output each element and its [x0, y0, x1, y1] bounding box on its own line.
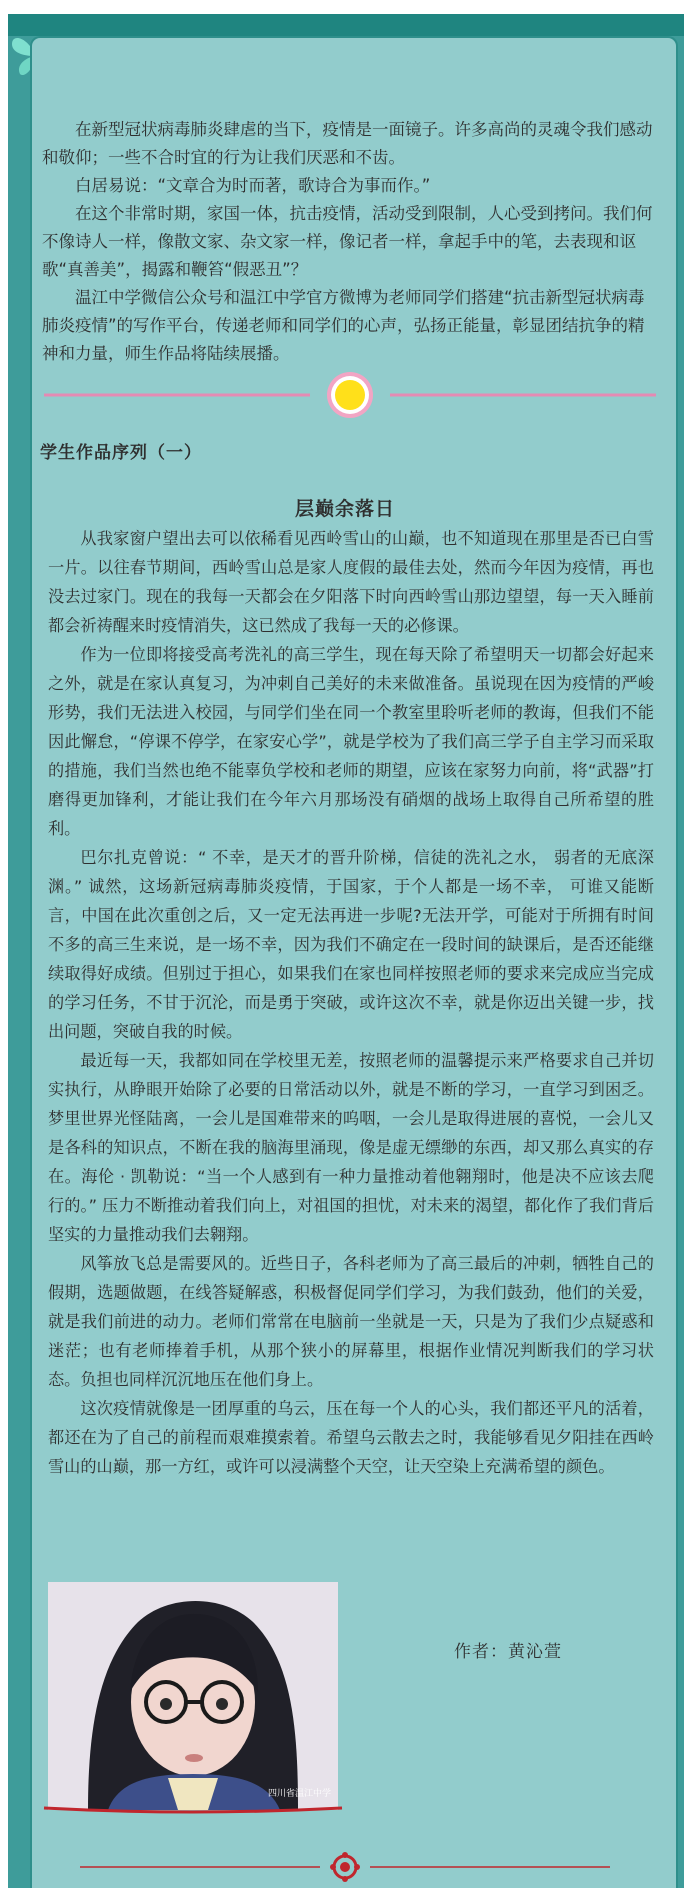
photo-underline — [42, 1806, 344, 1814]
sun-icon — [327, 372, 373, 418]
article-body — [48, 524, 654, 1481]
article-title: 层巅余落日 — [294, 498, 395, 520]
section-heading: 学生作品序列（一） — [40, 443, 202, 463]
intro-paragraph: 在新型冠状病毒肺炎肆虐的当下，疫情是一面镜子。许多高尚的灵魂令我们感动和敬仰；一些不合时宜的行为让我们厌恶和不齿。 — [42, 120, 653, 167]
article-paragraph: 从我家窗户望出去可以依稀看见西岭雪山的山巅，也不知道现在那里是否已白雪一片。以往春节期间，西岭雪山总是家人度假的最佳去处，然而今年因为疫情，再也没去过家门。现在的我每一天都会在夕阳落下时向西岭雪山那边望望，每一天入睡前都会祈祷醒来时疫情消失，这已然成了我每一天的必修课。 — [48, 529, 654, 635]
bottom-divider — [80, 1852, 610, 1882]
author-credit: 作者：黄沁萱 — [454, 1642, 562, 1662]
article-paragraph: 巴尔扎克曾说：“ 不幸，是天才的晋升阶梯，信徒的洗礼之水， 弱者的无底深渊。” 诚然，这场新冠病毒肺炎疫情，于国家，于个人都是一场不幸， 可谁又能断言，中国在此次重创之后，又一定无法再进一步呢?无法开学，可能对于所拥有时间不多的高三生来说，是一场不幸，因为我们不确定在一段时间的缺课后，是否还能继续取得好成绩。但别过于担心，如果我们在家也同样按照老师的要求来完成应当完成的学习任务，不甘于沉沦，而是勇于突破，或许这次不幸，就是你迈出关键一步，找出问题，突破自我的时候。 — [48, 848, 654, 1041]
author-photo — [48, 1582, 338, 1810]
intro-paragraph: 白居易说：“文章合为时而著，歌诗合为事而作。” — [75, 176, 431, 195]
article-paragraph: 这次疫情就像是一团厚重的乌云，压在每一个人的心头，我们都还平凡的活着，都还在为了自己的前程而艰难摸索着。希望乌云散去之时，我能够看见夕阳挂在西岭雪山的山巅，那一方红，或许可以浸满整个天空，让天空染上充满希望的颜色。 — [48, 1399, 654, 1476]
intro-paragraph: 在这个非常时期，家国一体，抗击疫情，活动受到限制，人心受到拷问。我们何不像诗人一样，像散文家、杂文家一样，像记者一样，拿起手中的笔，去表现和讴歌“真善美”，揭露和鞭笞“假恶丑”？ — [42, 204, 653, 279]
flower-icon — [330, 1852, 360, 1882]
intro-text — [42, 116, 660, 368]
article-paragraph: 最近每一天，我都如同在学校里无差，按照老师的温馨提示来严格要求自己并切实执行，从睁眼开始除了必要的日常活动以外，就是不断的学习，一直学习到困乏。梦里世界光怪陆离，一会儿是国难带来的呜咽，一会儿是取得进展的喜悦，一会儿又是各科的知识点，不断在我的脑海里涌现，像是虚无缥缈的东西，却又那么真实的存在。海伦 · 凯勒说：“当一个人感到有一种力量推动着他翱翔时，他是决不应该去爬行的。” 压力不断推动着我们向上，对祖国的担忧，对未来的渴望，都化作了我们背后坚实的力量推动我们去翱翔。 — [48, 1051, 654, 1244]
article-paragraph: 作为一位即将接受高考洗礼的高三学生，现在每天除了希望明天一切都会好起来之外，就是在家认真复习，为冲刺自己美好的未来做准备。虽说现在因为疫情的严峻形势，我们无法进入校园，与同学们坐在同一个教室里聆听老师的教诲，但我们不能因此懈怠，“停课不停学，在家安心学”，就是学校为了我们高三学子自主学习而采取的措施，我们当然也绝不能辜负学校和老师的期望，应该在家努力向前，将“武器”打磨得更加锋利，才能让我们在今年六月那场没有硝烟的战场上取得自己所希望的胜利。 — [48, 645, 654, 838]
top-bar — [8, 14, 684, 36]
intro-paragraph: 温江中学微信公众号和温江中学官方微博为老师同学们搭建“抗击新型冠状病毒肺炎疫情”的写作平台，传递老师和同学们的心声，弘扬正能量，彰显团结抗争的精神和力量，师生作品将陆续展播。 — [42, 288, 645, 363]
article-paragraph: 风筝放飞总是需要风的。近些日子，各科老师为了高三最后的冲刺，牺牲自己的假期，选题做题，在线答疑解惑，积极督促同学们学习，为我们鼓劲，他们的关爱，就是我们前进的动力。老师们常常在电脑前一坐就是一天，只是为了我们少点疑惑和迷茫；也有老师捧着手机，从那个狭小的屏幕里，根据作业情况判断我们的学习状态。负担也同样沉沉地压在他们身上。 — [48, 1254, 654, 1389]
photo-watermark: 四川省温江中学 — [268, 1789, 332, 1799]
sun-divider — [44, 372, 656, 422]
